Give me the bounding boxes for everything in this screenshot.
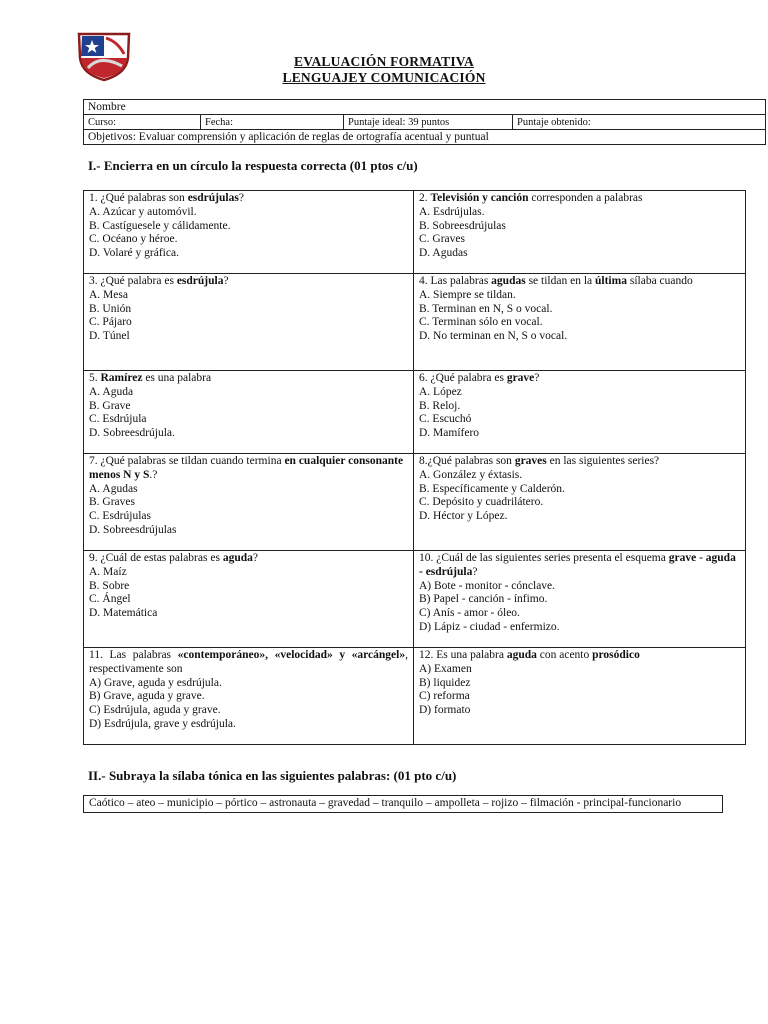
answer-option[interactable]: D. Volaré y gráfica. [89,247,179,260]
answer-option[interactable]: C. Esdrújulas [89,510,151,523]
answer-option[interactable]: A) Examen [419,662,472,675]
course-field[interactable]: Curso: [84,115,201,130]
question-text-part: esdrújulas [187,192,239,204]
objectives-text: Objetivos: Evaluar comprensión y aplicación de reglas de ortografía acentual y puntual [84,130,766,145]
question-cell-3 [84,274,414,371]
question-cell-8 [414,454,746,551]
ideal-score-label: Puntaje ideal: 39 puntos [344,115,513,130]
question-text-part: 6. ¿Qué palabra es [419,372,507,384]
question-text [89,552,408,566]
question-cell-11 [84,648,414,745]
name-field[interactable]: Nombre [84,100,766,115]
answer-option[interactable]: D) Esdrújula, grave y esdrújula. [89,717,236,730]
answer-option[interactable]: C) Esdrújula, aguda y grave. [89,704,221,717]
answer-option[interactable]: C. Terminan sólo en vocal. [419,316,543,329]
question-text-part: 11. Las palabras [89,649,178,661]
question-text-part: agudas [491,275,526,287]
answer-option[interactable]: A. López [419,385,462,398]
answer-option[interactable]: A. Maíz [89,565,127,578]
question-text-part: sílaba cuando [626,275,693,287]
question-text-part: última [595,275,627,287]
question-text-part: ? [534,372,540,384]
answer-option[interactable]: A. Siempre se tildan. [419,288,516,301]
question-text-part: Televisión y canción [430,192,529,204]
section-1-heading: I.- Encierra en un círculo la respuesta correcta (01 ptos c/u) [88,158,418,173]
title-line-1: EVALUACIÓN FORMATIVA [294,54,474,69]
words-list: Caótico – ateo – municipio – pórtico – astronauta – gravedad – tranquilo – ampolleta – rojizo – filmación - principal-funcionario [83,795,723,813]
question-row [84,371,746,454]
question-text [419,649,740,663]
question-text-part: 10. ¿Cuál de las siguientes series presenta el esquema [419,552,669,564]
answer-option[interactable]: B. Reloj. [419,399,461,412]
answer-option[interactable]: B) Grave, aguda y grave. [89,690,205,703]
question-text [89,192,408,206]
answer-option[interactable]: C) Anís - amor - óleo. [419,607,520,620]
question-text-part: se tildan en la [525,275,596,287]
answer-option[interactable]: D. Sobreesdrújula. [89,427,175,440]
answer-option[interactable]: B. Sobreesdrújulas [419,219,506,232]
question-text-part: prosódico [592,649,640,661]
obtained-score-field[interactable]: Puntaje obtenido: [513,115,766,130]
answer-option[interactable]: D. Héctor y López. [419,510,508,523]
question-row [84,274,746,371]
question-text-part: , respectivamente son [89,649,408,675]
answer-option[interactable]: A. Agudas [89,482,138,495]
answer-option[interactable]: D) formato [419,704,471,717]
question-row [84,454,746,551]
answer-option[interactable]: C. Graves [419,233,465,246]
document-title [0,54,768,86]
answer-option[interactable]: B) Papel - canción - ínfimo. [419,593,548,606]
question-text [419,552,740,580]
answer-option[interactable]: C. Depósito y cuadrilátero. [419,496,544,509]
question-text-part: 1. ¿Qué palabras son [89,192,188,204]
question-text-part: 5. [89,372,101,384]
question-text-part: 9. ¿Cuál de estas palabras es [89,552,223,564]
question-text-part: es una palabra [142,372,212,384]
answer-option[interactable]: C. Escuchó [419,413,472,426]
question-text-part: grave - aguda - esdrújula [419,552,736,578]
answer-option[interactable]: B. Grave [89,399,131,412]
question-text-part: en las siguientes series? [546,455,660,467]
title-line-2: LENGUAJEY COMUNICACIÓN [282,70,486,85]
answer-option[interactable]: C) reforma [419,690,470,703]
question-text-part: 7. ¿Qué palabras se tildan cuando termina [89,455,285,467]
question-text-part: en cualquier consonante menos N y S [89,455,404,481]
answer-option[interactable]: D. Túnel [89,330,130,343]
question-text-part: corresponden a palabras [528,192,643,204]
question-text-part: grave [506,372,535,384]
answer-option[interactable]: D. No terminan en N, S o vocal. [419,330,568,343]
questions-table [83,190,746,745]
question-cell-9 [84,551,414,648]
answer-option[interactable]: D) Lápiz - ciudad - enfermizo. [419,620,560,633]
answer-option[interactable]: C. Océano y héroe. [89,233,178,246]
answer-option[interactable]: A. Aguda [89,385,134,398]
question-row [84,648,746,745]
question-cell-4 [414,274,746,371]
answer-option[interactable]: B. Específicamente y Calderón. [419,482,565,495]
answer-option[interactable]: B. Terminan en N, S o vocal. [419,302,553,315]
question-cell-2 [414,191,746,274]
answer-option[interactable]: B. Castíguesele y cálidamente. [89,219,231,232]
question-text-part: ? [223,275,229,287]
question-text-part: aguda [506,649,537,661]
answer-option[interactable]: B) liquidez [419,676,471,689]
question-row [84,191,746,274]
answer-option[interactable]: A. González y éxtasis. [419,468,523,481]
answer-option[interactable]: A) Grave, aguda y esdrújula. [89,676,222,689]
question-text-part: 12. Es una palabra [419,649,507,661]
question-text-part: 4. Las palabras [419,275,492,287]
section-2-heading: II.- Subraya la sílaba tónica en las siguientes palabras: (01 pto c/u) [88,768,457,783]
answer-option[interactable]: A. Mesa [89,288,128,301]
answer-option[interactable]: D. Mamífero [419,427,480,440]
question-text [89,372,408,386]
answer-option[interactable]: B. Unión [89,302,132,315]
question-cell-7 [84,454,414,551]
question-text-part: ? [472,565,478,578]
question-cell-10 [414,551,746,648]
question-text-part: aguda [222,552,253,564]
answer-option[interactable]: B. Graves [89,496,135,509]
answer-option[interactable]: A. Esdrújulas. [419,205,485,218]
question-cell-12 [414,648,746,745]
question-text-part: .? [149,468,158,481]
question-text [89,649,408,677]
question-row [84,551,746,648]
question-text-part: Ramírez [100,372,143,384]
answer-option[interactable]: C. Pájaro [89,316,132,329]
question-text [419,372,740,386]
question-text [419,455,740,469]
question-text-part: ? [252,552,258,564]
question-text-part: con acento [536,649,593,661]
question-text-part: esdrújula [176,275,224,287]
question-cell-1 [84,191,414,274]
question-cell-5 [84,371,414,454]
question-text [89,455,408,483]
answer-option[interactable]: C. Esdrújula [89,413,147,426]
answer-option[interactable]: A) Bote - monitor - cónclave. [419,579,556,592]
question-text [89,275,408,289]
student-info-table [83,99,766,145]
question-text [419,275,740,289]
answer-option[interactable]: D. Sobreesdrújulas [89,523,177,536]
question-text-part: ? [238,192,244,204]
answer-option[interactable]: B. Sobre [89,579,130,592]
answer-option[interactable]: A. Azúcar y automóvil. [89,205,197,218]
question-text-part: 2. [419,192,431,204]
date-field[interactable]: Fecha: [201,115,344,130]
question-text-part: graves [514,455,547,467]
answer-option[interactable]: D. Matemática [89,607,158,620]
question-text-part: 8.¿Qué palabras son [419,455,515,467]
question-text-part: «contemporáneo», «velocidad» y «arcángel» [177,649,406,661]
question-text [419,192,740,206]
question-cell-6 [414,371,746,454]
question-text-part: 3. ¿Qué palabra es [89,275,177,287]
answer-option[interactable]: D. Agudas [419,247,468,260]
answer-option[interactable]: C. Ángel [89,593,131,606]
